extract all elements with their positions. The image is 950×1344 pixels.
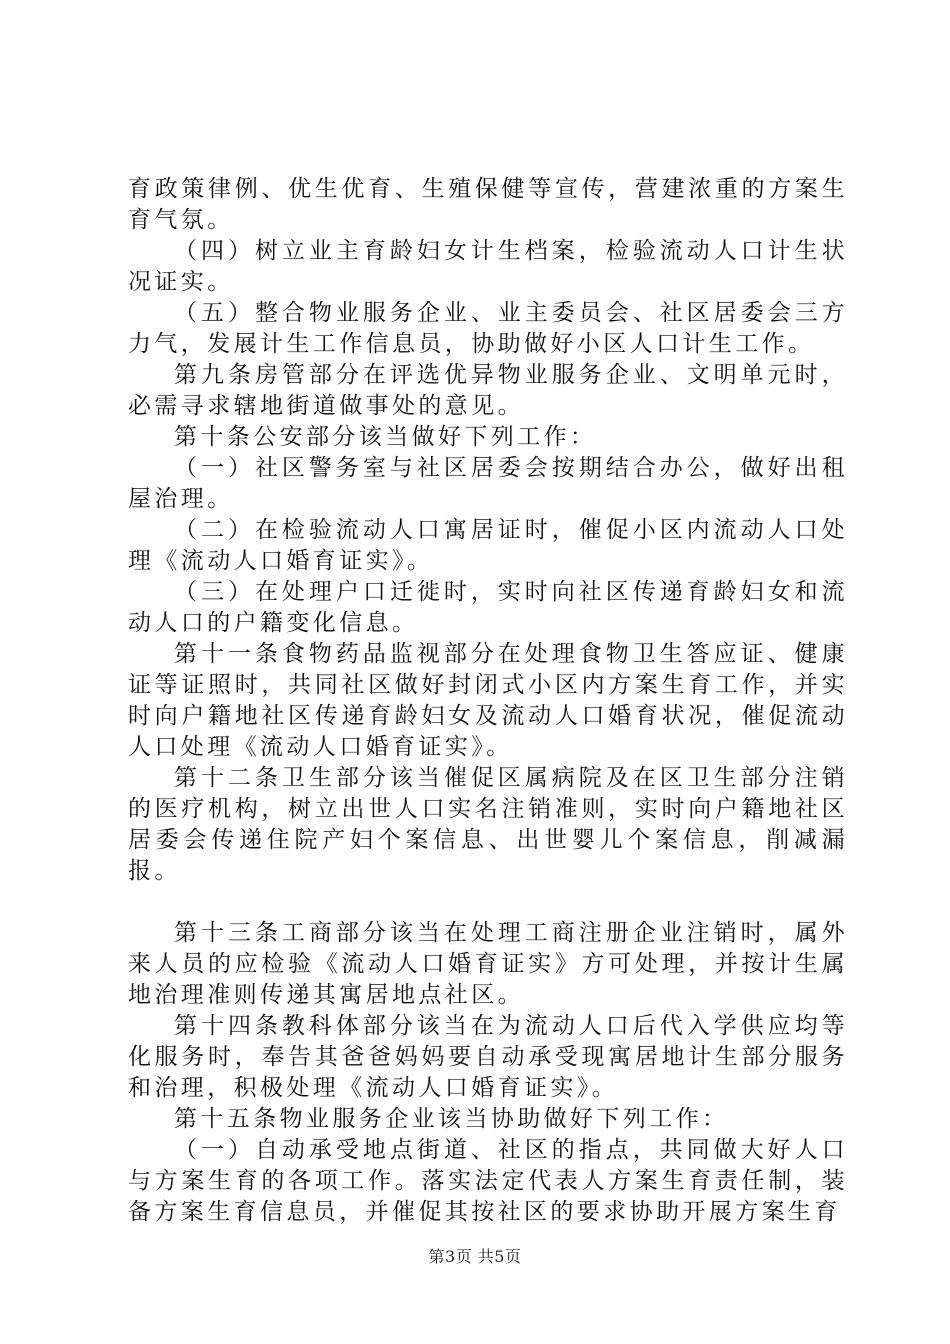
- paragraph-article-14: 第十四条教科体部分该当在为流动人口后代入学供应均等化服务时，奉告其爸爸妈妈要自动承受现寓居地计生部分服务和治理，积极处理《流动人口婚育证实》。: [128, 1013, 848, 1101]
- paragraph-article-10-item-3: （三）在处理户口迁徙时，实时向社区传递育龄妇女和流动人口的户籍变化信息。: [128, 579, 848, 636]
- paragraph-article-10-item-2: （二）在检验流动人口寓居证时，催促小区内流动人口处理《流动人口婚育证实》。: [128, 517, 848, 574]
- paragraph-article-11: 第十一条食物药品监视部分在处理食物卫生答应证、健康证等证照时，共同社区做好封闭式小区内方案生育工作，并实时向户籍地社区传递育龄妇女及流动人口婚育状况，催促流动人口处理《流动人口婚育证实》。: [128, 641, 848, 760]
- paragraph-article-10: 第十条公安部分该当做好下列工作：: [174, 424, 597, 450]
- paragraph-article-12: 第十二条卫生部分该当催促区属病院及在区卫生部分注销的医疗机构，树立出世人口实名注销准则，实时向户籍地社区居委会传递住院产妇个案信息、出世婴儿个案信息，削减漏报。: [128, 765, 848, 884]
- paragraph-item-4: （四）树立业主育龄妇女计生档案，检验流动人口计生状况证实。: [128, 238, 848, 295]
- paragraph-article-13: 第十三条工商部分该当在处理工商注册企业注销时，属外来人员的应检验《流动人口婚育证实》方可处理，并按计生属地治理准则传递其寓居地点社区。: [128, 920, 848, 1008]
- paragraph-article-15-item-1: （一）自动承受地点街道、社区的指点，共同做大好人口与方案生育的各项工作。落实法定代表人方案生育责任制，装备方案生育信息员，并催促其按社区的要求协助开展方案生育: [128, 1137, 848, 1225]
- paragraph-continuation: 育政策律例、优生优育、生殖保健等宣传，营建浓重的方案生育气氛。: [128, 176, 848, 233]
- document-body: [128, 174, 848, 1228]
- paragraph-article-9: 第九条房管部分在评选优异物业服务企业、文明单元时，必需寻求辖地街道做事处的意见。: [128, 362, 848, 419]
- paragraph-item-5: （五）整合物业服务企业、业主委员会、社区居委会三方力气，发展计生工作信息员，协助做好小区人口计生工作。: [128, 300, 848, 357]
- page-number-footer: 第3页 共5页: [428, 1247, 522, 1266]
- paragraph-article-10-item-1: （一）社区警务室与社区居委会按期结合办公，做好出租屋治理。: [128, 455, 848, 512]
- paragraph-article-15: 第十五条物业服务企业该当协助做好下列工作：: [174, 1106, 729, 1132]
